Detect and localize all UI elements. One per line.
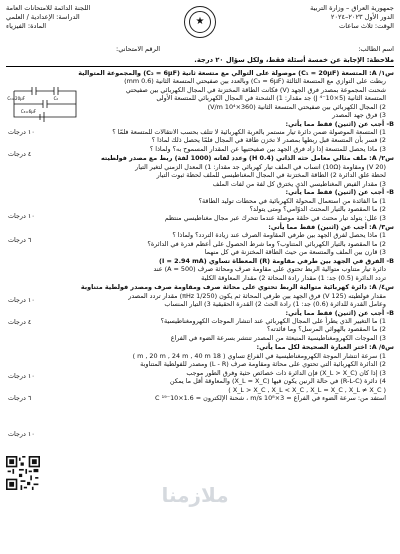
q2-line: (20 V) ومقاومة (10Ω) انساب في الملف تيار كهربائي جد مقدار: 1) المعدل الزمني لتغير التيار xyxy=(135,162,386,171)
q3-b-line: دائرة تيار متناوب متوالية الربط تحتوي على مقاومة صرف ومحاثة صرف (A = 500) عند xyxy=(153,265,386,274)
q2-b-line: 3) علل: يتولد تيار محتث في حلقة موصلة عندما تتحرك عبر مجال مغناطيسي منتظم xyxy=(164,213,386,222)
q1-b-title: B- أجب عن (اثنين) فقط مما يأتي: xyxy=(285,119,394,128)
q5-line: 3) إذا كان (X_L > X_C) فإن الدائرة ذات خصائص حثية وفرق الطور موجب xyxy=(186,368,386,377)
q1-b-line: 2) فسر بأن المتسعة قبل ربطها بمصدر لا تخزن طاقة في المجال فلمّا يحصل ذلك لماذا ؟ xyxy=(151,136,386,145)
site-watermark: ملازمنا xyxy=(161,482,229,507)
capacitor-circuit-diagram xyxy=(7,85,80,123)
marks-label: ٦ درجات xyxy=(8,394,32,402)
q1-b-line: 3) ماذا يحصل للمتسعة إذا زاد فرق الجهد بين صفيحتيها عن المقدار المسموح به؟ ولماذا ؟ xyxy=(149,144,386,153)
q4-line: وعامل القدرة للدائرة (0.6) جد: 1) رادة الحث 2) القدرة الحقيقية 3) التيار المنساب xyxy=(164,300,386,309)
q1-line: شحنت المجموعة بمصدر فرق الجهد (V) فكانت الطاقة المختزنة في المجال الكهربائي بين صفيحتي xyxy=(125,85,386,94)
header-study: الدراسة: الإعدادية / العلمي xyxy=(6,12,80,21)
capacitor-c3-plates xyxy=(43,100,47,108)
q2-b-title: B- أجب عن (اثنين) فقط مما يأتي: xyxy=(285,188,394,197)
q3-line: 1) ماذا يحصل لفرق الجهد بين طرفي المقاومة الصرف عند زيادة التردد؟ ولماذا ؟ xyxy=(172,231,386,240)
exam-note: ملاحظة: الإجابة عن خمسة أسئلة فقط، ولكل سؤال ٢٠ درجة. xyxy=(6,56,394,67)
marks-label: ٤ درجات xyxy=(8,318,32,326)
q1-line: 3) فرق جهد المصدر xyxy=(332,111,386,120)
header-committee: اللجنة الدائمة للامتحانات العامة xyxy=(6,4,91,12)
header-time: الوقت: ثلاث ساعات xyxy=(339,21,394,30)
marks-label: ٤ درجات xyxy=(8,150,32,158)
q4-title: س٤/ A: دائرة كهربائية متوالية الربط تحتوي على محاثة صرف ومقاومة صرف ومصدر فولطية متناوبة xyxy=(80,283,394,292)
q3-b-line: تردد الدائرة (0.5) جد: 1) مقدار رادة المحاثة 2) مقدار المعاوقة الكلية xyxy=(201,273,386,282)
q1-line: ربطت على التوازي مع المتسعة الثالثة (C₃ = 6μF) وبالعدد بين صفيحتي المتسعة الثانية (0.6 mm) xyxy=(124,77,386,86)
marks-label: ١٠ درجات xyxy=(8,296,35,304)
q5-line: 1) سرعة انتشار الموجة الكهرومغناطيسية في الفراغ تساوي ( 18 m , 20 m , 24 m , 40 m ) xyxy=(132,351,386,360)
q4-line: مقدار فولطيته (125 V) فرق الجهد بين طرفي المحاثة ثم يكون (1/250 πHz) مقدار تردد المصدر xyxy=(128,291,386,300)
q1-title: س١/ A: المتسعة (C₁ = 20μF) موصولة على التوالي مع متسعة ثانية (C₂ = 6μF) والمجموعة المتوالية xyxy=(78,68,394,77)
marks-label: ١٠ درجات xyxy=(8,430,35,438)
marks-label: ١٠ درجات xyxy=(8,372,35,380)
q5-title: س٥/ A: اختر العبارة الصحيحة لكل مما يأتي: xyxy=(256,343,394,352)
star-icon: ★ xyxy=(195,16,205,27)
marks-label: ١٠ درجات xyxy=(8,212,35,220)
q4-b-title: B- أجب عن (اثنين) فقط مما يأتي: xyxy=(285,308,394,317)
q1-line: المتسعة الثانية (5×10⁻⁴ J) جد مقدار: 1) الشحنة في المجال الكهربائي للمتسعة الأولى xyxy=(156,94,386,103)
q2-b-line: 1) ما الفائدة من استعمال المحولة الكهربائية في محطات توليد الطاقة؟ xyxy=(198,196,386,205)
student-name-label: اسم الطالب: xyxy=(358,45,394,53)
capacitor-c2-plates xyxy=(54,87,58,95)
q4-b-line: 2) ما المقصود بالهوائي المرسل؟ وما فائدته؟ xyxy=(267,325,386,334)
q5-options: ( X_L > X_C , X_L < X_C , X_L = X_C , X_L ≠ X_C ) xyxy=(228,385,386,394)
q2-line: 3) مقدار الفيض المغناطيسي الذي يخترق كل لفة من لفات الملف xyxy=(212,179,386,188)
q3-title: س٣/ A: أجب عن (اثنين) فقط مما يأتي: xyxy=(268,223,394,231)
c2-label: C₂ xyxy=(53,96,58,101)
c1-label: C₁=20μF xyxy=(7,96,25,101)
q3-b-title: B- الفرق في الجهد بين طرفي مقاومة (R) المعطاة تساوي (I = 2.94 mA) xyxy=(159,256,394,265)
q5-line: 4) دائرة (R-L-C) في حالة الرنين يكون فيها (X_L = X_C) والمعاوقة أقل ما يمكن xyxy=(169,377,386,386)
ministry-emblem-icon xyxy=(184,6,216,38)
student-info-row xyxy=(6,45,394,56)
exam-number-label: الرقم الامتحاني: xyxy=(116,45,161,53)
q2-title: س٢/ A: ملف مثالي معامل حثه الذاتي (0.4 H) وعدد لفاته (1000 لفة) ربط مع مصدر فولطيته xyxy=(100,154,394,163)
question-4 xyxy=(6,283,394,342)
q3-line: 2) ما المقصود بالتيار الكهربائي المتناوب؟ وما شرط الحصول على أعظم قدرة في الدائرة؟ xyxy=(147,239,386,248)
question-2 xyxy=(6,154,394,222)
q2-line: لحظة غلق الدائرة 2) الطاقة المختزنة في المجال المغناطيسي للملف لحظة ثبوت التيار xyxy=(156,171,386,180)
header-ministry: جمهورية العراق – وزارة التربية xyxy=(310,4,394,12)
q4-b-line: 3) الموجات الكهرومغناطيسية المنبعثة من المصدر تنتشر بسرعة الضوء في الفراغ xyxy=(170,333,386,342)
header-subject: المادة: الفيزياء xyxy=(6,21,47,30)
exam-header xyxy=(6,4,394,44)
header-right-block xyxy=(244,4,394,31)
header-round: الدور الأول ٢٠٢٣–٢٠٢٤ xyxy=(330,12,394,21)
q4-b-line: 1) ما التغيير الذي يطرأ على المجال الكهربائي عند انتشار الموجات الكهرومغناطيسية؟ xyxy=(160,316,386,325)
q3-line: 3) قارن بين الملف والمتسعة من حيث الطاقة المختزنة في كل منهما xyxy=(204,248,386,257)
question-5 xyxy=(6,343,394,402)
q1-b-line: 1) المتسعة الموصولة ضمن دائرة تيار مستمر بالعربة الكهربائية لا تتلف بحسب الانتقالات للمتسعة فلمّا ؟ xyxy=(112,128,386,137)
header-emblem-area xyxy=(165,4,235,38)
marks-label: ٦ درجات xyxy=(8,236,32,244)
header-left-block xyxy=(6,4,156,31)
question-3 xyxy=(6,223,394,282)
q5-constants: استفد من: سرعة الضوء في الفراغ = 3×10⁸ m/s ، شحنة الإلكترون = 1.6×10⁻¹⁹ C xyxy=(155,394,386,403)
qr-code-icon xyxy=(6,456,40,490)
capacitor-c1-plates xyxy=(32,87,36,95)
q2-b-line: 2) ما المقصود بالتيار المحتث الدوّامي؟ ومتى يتولد؟ xyxy=(249,205,386,214)
marks-label: ١٠ درجات xyxy=(8,128,35,136)
q1-line: 2) المجال الكهربائي بين صفيحتي المتسعة الثانية (360×10⁴ V/m) xyxy=(207,102,386,111)
c3-label: C₃=6μF xyxy=(20,109,36,114)
q5-line: 2) الدائرة الكهربائية التي تحتوي على محاثة ومقاومة صرف (L - R) ومصدر للفولطية المتناوبة xyxy=(140,360,386,369)
